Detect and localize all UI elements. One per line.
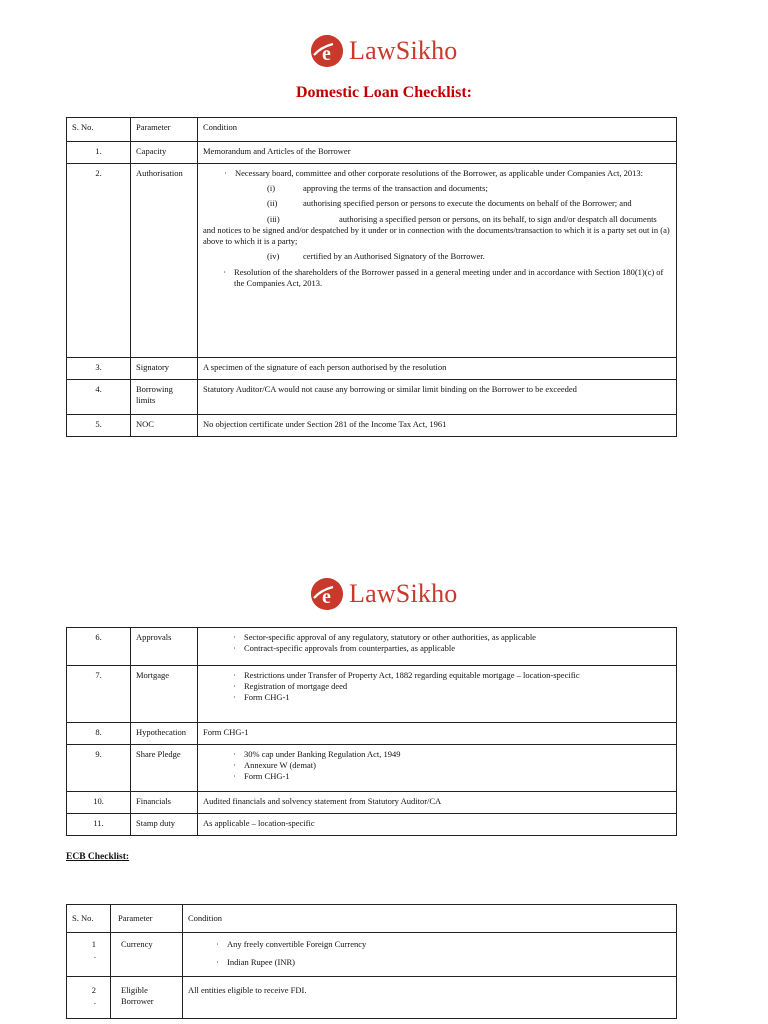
sub-item [203,214,671,248]
bullet-text: Restrictions under Transfer of Property Act, 1882 regarding equitable mortgage – location-specific [244,670,580,680]
table-header-row [67,905,677,933]
sub-item-number: (iv) [267,251,280,262]
table-row [67,666,677,723]
condition-bullet [222,681,671,692]
svg-text:e: e [322,43,331,65]
row-sno: 1. [67,142,131,164]
bullet-text: Sector-specific approval of any regulatory, statutory or other authorities, as applicable [244,632,536,642]
row-parameter: Approvals [131,628,198,666]
svg-text:e: e [322,586,331,608]
bullet-text: Resolution of the shareholders of the Borrower passed in a general meeting under and in accordance with Section 180(1)(c) of the Companies Act, 2013. [234,266,664,288]
table-row [67,380,677,415]
row-condition: Memorandum and Articles of the Borrower [198,142,677,164]
row-condition [198,666,677,723]
row-sno [67,977,111,1019]
bullet-text: Annexure W (demat) [244,760,316,771]
bullet-icon: · [233,771,236,782]
bullet-icon: · [233,760,236,771]
header-condition: Condition [183,905,677,933]
bullet-icon: · [223,266,227,277]
bullet-icon: · [224,168,227,178]
row-sno: 2. [67,164,131,358]
row-parameter: Currency [111,933,183,977]
bullet-icon: · [233,632,236,642]
row-sno-number: 1 [91,939,96,949]
condition-bullet [222,692,671,703]
sub-item-text: certified by an Authorised Signatory of the Borrower. [303,251,485,262]
row-sno: 11. [67,814,131,836]
row-sno-number: 2 [91,985,96,995]
row-sno: 6. [67,628,131,666]
condition-bullet [222,760,671,771]
row-sno: 5. [67,415,131,437]
table-row [67,745,677,792]
sub-item [203,251,671,262]
bullet-text: Form CHG-1 [244,692,290,703]
sub-item-text: authorising specified person or persons to execute the documents on behalf of the Borrower; and [303,198,632,209]
row-parameter: Eligible Borrower [111,977,183,1019]
table-row [67,933,677,977]
header-parameter: Parameter [131,118,198,142]
row-condition [198,164,677,358]
bullet-text: Any freely convertible Foreign Currency [227,939,367,949]
lawsikho-logo [311,35,457,67]
header-sno: S. No. [67,905,111,933]
bullet-text: Necessary board, committee and other corporate resolutions of the Borrower, as applicable under Companies Act, 2013: [235,168,644,178]
row-sno: 9. [67,745,131,792]
condition-bullet [203,267,671,289]
row-parameter: Hypothecation [131,723,198,745]
table-row [67,415,677,437]
row-condition: No objection certificate under Section 281 of the Income Tax Act, 1961 [198,415,677,437]
ecb-checklist-heading: ECB Checklist: [66,852,130,862]
table-row [67,977,677,1019]
condition-bullet [203,168,671,179]
domestic-loan-table-2 [66,627,677,836]
table-row [67,792,677,814]
row-condition [198,745,677,792]
domestic-loan-table-1 [66,117,677,437]
condition-bullet [205,939,671,950]
condition-bullet [222,749,671,760]
row-parameter: Share Pledge [131,745,198,792]
bullet-text: Registration of mortgage deed [244,681,348,692]
row-sno: 10. [67,792,131,814]
sub-item-number: (iii) [267,213,280,224]
row-sno: 3. [67,358,131,380]
sub-item [203,198,671,209]
lawsikho-logo-icon [311,578,343,610]
bullet-icon: · [233,643,236,654]
table-row [67,358,677,380]
bullet-icon: · [233,670,236,680]
condition-bullet [222,643,671,654]
bullet-icon: · [233,681,236,692]
row-sno: 4. [67,380,131,415]
row-parameter: Mortgage [131,666,198,723]
table-row [67,164,677,358]
table-row [67,723,677,745]
row-condition: As applicable – location-specific [198,814,677,836]
condition-bullet [222,632,671,643]
row-parameter: Signatory [131,358,198,380]
row-sno [67,933,111,977]
row-condition: Form CHG-1 [198,723,677,745]
row-condition: Statutory Auditor/CA would not cause any borrowing or similar limit binding on the Borrower to be exceeded [198,380,677,415]
ecb-checklist-table [66,904,677,1019]
row-condition: Audited financials and solvency statement from Statutory Auditor/CA [198,792,677,814]
bullet-icon: · [216,957,219,968]
row-condition: A specimen of the signature of each person authorised by the resolution [198,358,677,380]
table-row [67,814,677,836]
row-sno: 7. [67,666,131,723]
table-row [67,628,677,666]
row-sno: 8. [67,723,131,745]
header-parameter: Parameter [111,905,183,933]
condition-bullet [222,670,671,681]
sub-item-text: authorising a specified person or persons, on its behalf, to sign and/or despatch all documents and notices to be signed and/or despatched by it under or in connection with the documents/transaction to which it is a party set out in (a) above to which it is a party; [203,213,670,247]
header-condition: Condition [198,118,677,142]
bullet-icon: · [233,692,236,703]
table-header-row [67,118,677,142]
row-parameter: NOC [131,415,198,437]
bullet-text: Contract-specific approvals from counterparties, as applicable [244,643,455,654]
sub-item-number: (i) [267,183,276,194]
condition-bullet [222,771,671,782]
lawsikho-logo [311,578,457,610]
condition-bullet [205,957,671,968]
row-parameter: Authorisation [131,164,198,358]
row-sno-dot: . [93,950,96,961]
sub-item [203,183,671,194]
sub-item-number: (ii) [267,198,278,209]
row-parameter: Borrowing limits [131,380,198,415]
bullet-text: 30% cap under Banking Regulation Act, 1949 [244,749,401,759]
lawsikho-logo-text: LawSikho [349,36,458,65]
lawsikho-logo-text: LawSikho [349,579,458,608]
row-condition: All entities eligible to receive FDI. [183,977,677,1019]
row-condition [198,628,677,666]
bullet-text: Form CHG-1 [244,771,290,782]
lawsikho-logo-icon [311,35,343,67]
page-title: Domestic Loan Checklist: [296,84,472,101]
bullet-icon: · [233,749,236,759]
row-parameter: Stamp duty [131,814,198,836]
bullet-icon: · [216,939,219,949]
table-row [67,142,677,164]
row-sno-dot: . [93,996,96,1007]
row-parameter: Capacity [131,142,198,164]
row-parameter: Financials [131,792,198,814]
header-sno: S. No. [67,118,131,142]
sub-item-text: approving the terms of the transaction and documents; [303,183,488,194]
bullet-text: Indian Rupee (INR) [227,957,295,968]
row-condition [183,933,677,977]
